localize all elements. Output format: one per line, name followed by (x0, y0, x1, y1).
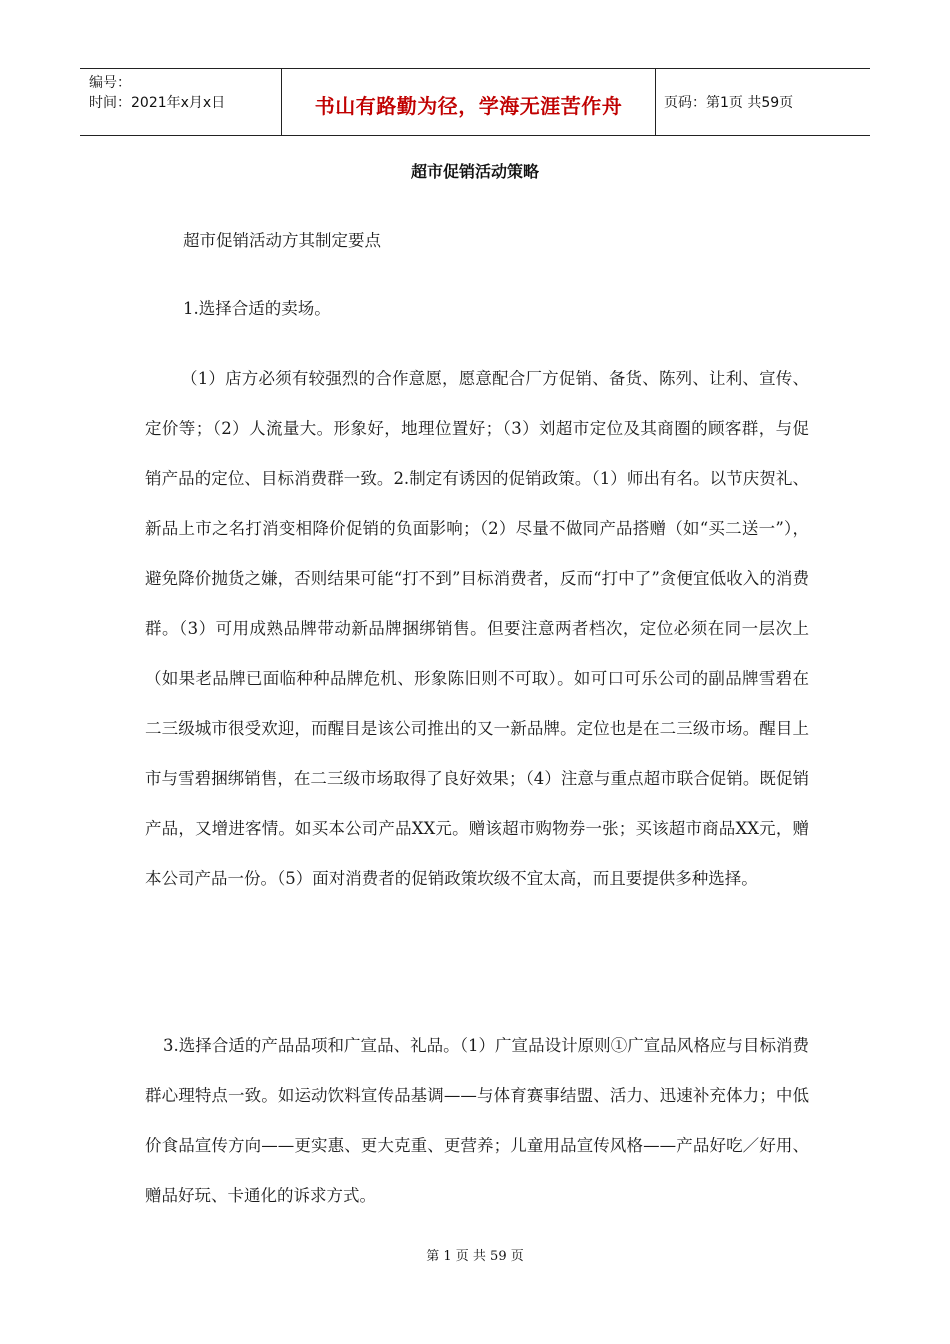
paragraph-section-1: 1.选择合适的卖场。 (183, 299, 331, 318)
paragraph-body: （1）店方必须有较强烈的合作意愿，愿意配合厂方促销、备货、陈列、让利、宣传、定价等；（2）人流量大。形象好，地理位置好；（3）刘超市定位及其商圈的顾客群，与促销产品的定位、目标消费群一致。2.制定有诱因的促销政策。（1）师出有名。以节庆贺礼、新品上市之名打消变相降价促销的负面影响；（2）尽量不做同产品搭赠（如“买二送一”），避免降价抛货之嫌，否则结果可能“打不到”目标消费者，反而“打中了”贪便宜低收入的消费群。（3）可用成熟品牌带动新品牌捆绑销售。但要注意两者档次，定位必须在同一层次上（如果老品牌已面临种种品牌危机、形象陈旧则不可取）。如可口可乐公司的副品牌雪碧在二三级城市很受欢迎，而醒目是该公司推出的又一新品牌。定位也是在二三级市场。醒目上市与雪碧捆绑销售，在二三级市场取得了良好效果；（4）注意与重点超市联合促销。既促销产品，又增进客情。如买本公司产品XX元。赠该超市购物券一张；买该超市商品XX元，赠本公司产品一份。（5）面对消费者的促销政策坎级不宜太高，而且要提供多种选择。 (145, 369, 809, 888)
paragraph-subtitle: 超市促销活动方其制定要点 (183, 231, 381, 250)
document-number-label: 编号： (89, 75, 131, 91)
page-header (80, 68, 870, 136)
document-time-label: 时间：2021年x月x日 (89, 95, 226, 111)
paragraph-section-3: 3.选择合适的产品品项和广宣品、礼品。（1）广宣品设计原则①广宣品风格应与目标消费群心理特点一致。如运动饮料宣传品基调——与体育赛事结盟、活力、迅速补充体力；中低价食品宣传方向——更实惠、更大克重、更营养；儿童用品宣传风格——产品好吃／好用、赠品好玩、卡通化的诉求方式。 (145, 1036, 809, 1205)
header-motto-cell (282, 69, 656, 135)
document-title: 超市促销活动策略 (410, 162, 539, 181)
header-motto: 书山有路勤为径，学海无涯苦作舟 (314, 94, 623, 118)
header-page-info: 页码：第1页 共59页 (664, 95, 794, 111)
header-meta (80, 69, 282, 135)
page-footer: 第 1 页 共 59 页 (426, 1249, 524, 1264)
